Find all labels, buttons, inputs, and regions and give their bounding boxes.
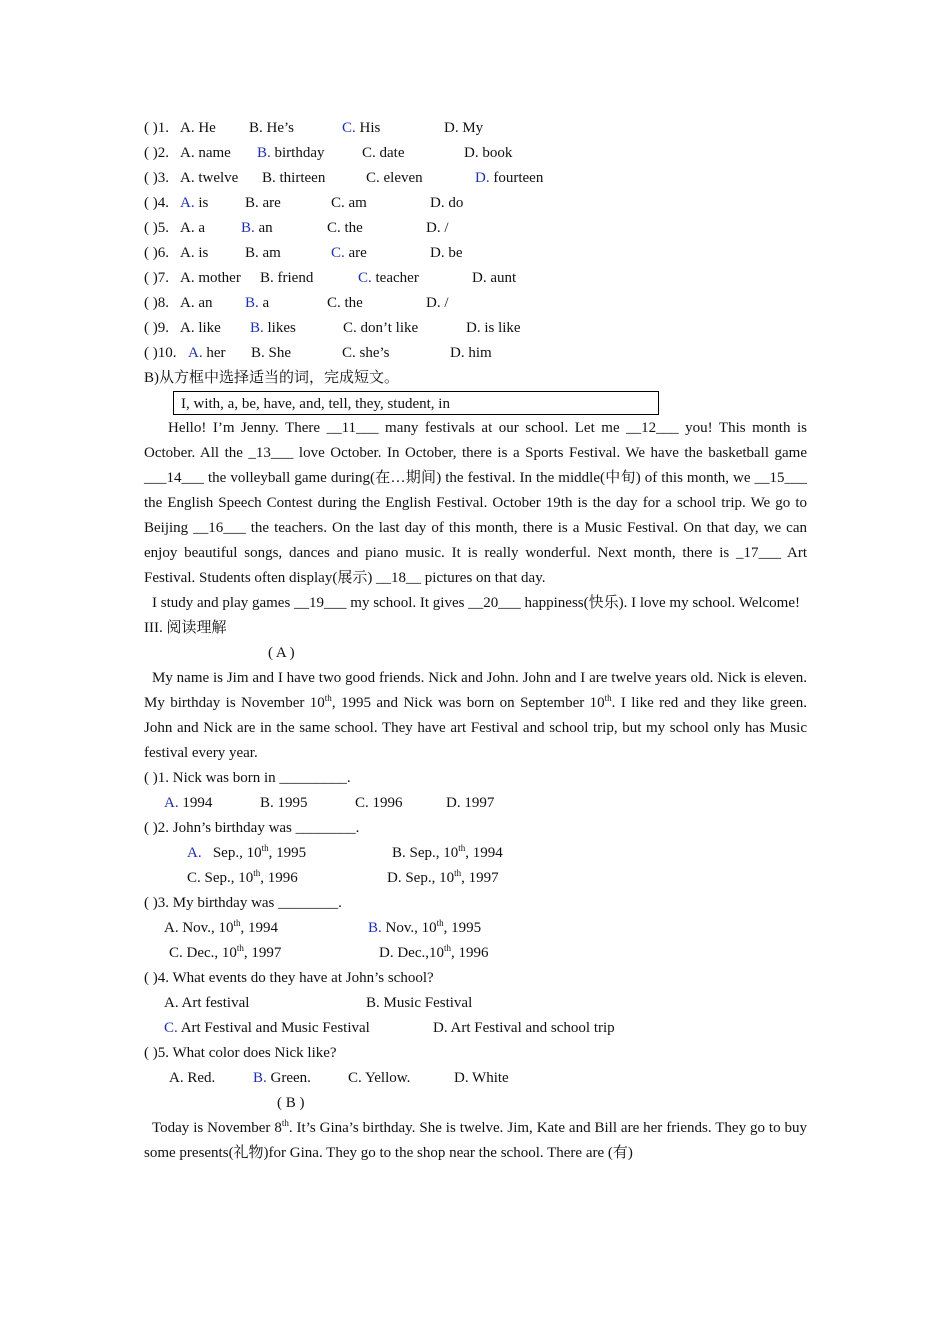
- part-a-question-4: [144, 191, 807, 216]
- option-d: [426, 291, 449, 316]
- sup-th: th: [233, 918, 241, 928]
- cloze-passage-2: I study and play games __19___ my school. It gives __20___ happiness(快乐). I love my school. Welcome!: [152, 595, 800, 611]
- option-letter: D.: [426, 220, 441, 236]
- option-letter: B.: [262, 170, 276, 186]
- option-letter: B.: [257, 145, 271, 161]
- option-text: aunt: [486, 270, 517, 286]
- sup-th: th: [604, 693, 612, 703]
- part-a-questions: [144, 116, 807, 366]
- option-letter: B.: [241, 220, 255, 236]
- passage-b: [144, 1116, 807, 1166]
- sup-th: th: [436, 918, 444, 928]
- option-text: am: [258, 245, 281, 261]
- question-2: ( )2. John’s birthday was ________.: [144, 820, 360, 836]
- option-letter: A.: [180, 220, 195, 236]
- option-b: [245, 191, 281, 216]
- q4-answer-letter: C.: [164, 1020, 178, 1036]
- sup-th: th: [253, 868, 261, 878]
- q5-option-b: [253, 1066, 311, 1091]
- sup-th: th: [236, 943, 244, 953]
- q2-option-a-text: Sep., 10: [212, 845, 262, 861]
- q2-option-a: [187, 841, 306, 866]
- option-letter: C.: [327, 295, 341, 311]
- option-text: a: [194, 220, 206, 236]
- option-letter: C.: [331, 195, 345, 211]
- option-letter: C.: [362, 145, 376, 161]
- option-text: book: [478, 145, 513, 161]
- q2-option-d: [387, 866, 499, 891]
- q5-option-b-text: Green.: [266, 1070, 311, 1086]
- option-b: [245, 291, 269, 316]
- option-c: [331, 191, 367, 216]
- question-number: ( )6.: [144, 245, 169, 261]
- option-letter: A.: [180, 295, 195, 311]
- question-number: ( )1.: [144, 120, 169, 136]
- q2-option-d-text: D. Sep., 10: [387, 870, 455, 886]
- option-letter: B.: [250, 320, 264, 336]
- option-text: don’t like: [356, 320, 419, 336]
- option-d: [444, 116, 483, 141]
- sup-th: th: [281, 1118, 289, 1128]
- q3-option-c-tail: , 1997: [243, 945, 282, 961]
- option-text: is like: [480, 320, 521, 336]
- q2-option-a-tail: , 1995: [268, 845, 307, 861]
- sup-th: th: [324, 693, 332, 703]
- passage-a-part1: My name is Jim and I have two good friends. Nick and John. John and I are twelve years old. Nick is eleven. My birthday is November 10: [144, 670, 807, 711]
- q1-option-a-text: 1994: [178, 795, 213, 811]
- section-a-title-row: [144, 641, 807, 666]
- q3-option-b-tail: , 1995: [443, 920, 482, 936]
- option-text: birthday: [270, 145, 325, 161]
- question-number: ( )7.: [144, 270, 169, 286]
- option-text: friend: [273, 270, 314, 286]
- option-text: like: [194, 320, 221, 336]
- option-letter: D.: [444, 120, 459, 136]
- option-b: [260, 266, 313, 291]
- option-letter: D.: [466, 320, 481, 336]
- option-letter: C.: [343, 320, 357, 336]
- option-b: [251, 341, 291, 366]
- part-a-question-10: [144, 341, 807, 366]
- option-d: [450, 341, 492, 366]
- option-c: [358, 266, 419, 291]
- option-text: be: [444, 245, 463, 261]
- option-letter: A.: [180, 120, 195, 136]
- option-text: are: [258, 195, 281, 211]
- option-d: [475, 166, 543, 191]
- reading-heading: III. 阅读理解: [144, 620, 227, 636]
- section-b-title: ( B ): [277, 1095, 305, 1111]
- option-text: the: [340, 220, 363, 236]
- question-number: ( )9.: [144, 320, 169, 336]
- option-c: [362, 141, 405, 166]
- option-c: [327, 291, 363, 316]
- passage-a-part2: , 1995 and Nick was born on September 10: [331, 695, 605, 711]
- q1-option-c: C. 1996: [355, 795, 403, 811]
- option-letter: D.: [475, 170, 490, 186]
- question-3-options-ab: [144, 916, 807, 941]
- q3-option-a-text: A. Nov., 10: [164, 920, 234, 936]
- part-a-question-1: [144, 116, 807, 141]
- question-number: ( )8.: [144, 295, 169, 311]
- option-c: [366, 166, 423, 191]
- option-a: [180, 241, 208, 266]
- option-letter: A.: [180, 145, 195, 161]
- option-a: [180, 166, 238, 191]
- option-letter: D.: [430, 195, 445, 211]
- q4-option-d: D. Art Festival and school trip: [433, 1020, 615, 1036]
- part-a-question-8: [144, 291, 807, 316]
- option-a: [180, 191, 208, 216]
- option-letter: C.: [331, 245, 345, 261]
- q1-option-a: [164, 791, 212, 816]
- q1-option-d: D. 1997: [446, 795, 495, 811]
- option-text: thirteen: [275, 170, 326, 186]
- option-text: a: [258, 295, 270, 311]
- option-letter: B.: [249, 120, 263, 136]
- q2-option-b: [392, 841, 503, 866]
- option-text: is: [194, 245, 209, 261]
- option-c: [331, 241, 367, 266]
- option-text: likes: [263, 320, 296, 336]
- question-number: ( )2.: [144, 145, 169, 161]
- option-text: name: [194, 145, 231, 161]
- option-text: do: [444, 195, 464, 211]
- section-a-title: ( A ): [268, 645, 295, 661]
- option-d: [430, 241, 463, 266]
- option-letter: A.: [180, 270, 195, 286]
- option-text: fourteen: [489, 170, 544, 186]
- option-c: [343, 316, 418, 341]
- option-text: His: [355, 120, 381, 136]
- q2-answer-letter: A.: [187, 845, 202, 861]
- worksheet-page: [144, 116, 807, 1166]
- q4-option-b: B. Music Festival: [366, 995, 473, 1011]
- option-a: [180, 316, 221, 341]
- option-letter: D.: [450, 345, 465, 361]
- option-a: [188, 341, 226, 366]
- option-d: [466, 316, 521, 341]
- option-b: [257, 141, 325, 166]
- option-text: are: [344, 245, 367, 261]
- option-letter: C.: [342, 345, 356, 361]
- question-5: ( )5. What color does Nick like?: [144, 1045, 337, 1061]
- word-box: I, with, a, be, have, and, tell, they, student, in: [173, 391, 659, 415]
- q4-option-c: [164, 1016, 370, 1041]
- q3-option-a-tail: , 1994: [240, 920, 278, 936]
- option-text: an: [254, 220, 273, 236]
- option-b: [250, 316, 296, 341]
- question-number: ( )5.: [144, 220, 169, 236]
- part-a-question-7: [144, 266, 807, 291]
- q3-option-a: [164, 916, 278, 941]
- sup-th: th: [261, 843, 269, 853]
- question-number: ( )10.: [144, 345, 177, 361]
- q3-answer-letter: B.: [368, 920, 382, 936]
- option-text: mother: [194, 270, 241, 286]
- q5-option-c: C. Yellow.: [348, 1070, 411, 1086]
- option-letter: A.: [180, 320, 195, 336]
- option-text: He: [194, 120, 216, 136]
- option-text: an: [194, 295, 213, 311]
- q2-option-c: [187, 866, 298, 891]
- word-box-row: [144, 391, 807, 416]
- option-text: she’s: [355, 345, 390, 361]
- option-text: am: [344, 195, 367, 211]
- option-c: [342, 341, 390, 366]
- question-4: ( )4. What events do they have at John’s school?: [144, 970, 434, 986]
- option-letter: D.: [464, 145, 479, 161]
- option-d: [472, 266, 516, 291]
- q1-answer-letter: A.: [164, 795, 179, 811]
- option-text: her: [202, 345, 226, 361]
- q2-option-c-tail: , 1996: [260, 870, 298, 886]
- option-text: the: [340, 295, 363, 311]
- question-2-options-cd: [144, 866, 807, 891]
- option-text: /: [440, 295, 449, 311]
- option-text: He’s: [262, 120, 295, 136]
- option-d: [464, 141, 512, 166]
- question-2-options-ab: [144, 841, 807, 866]
- passage-a-part3: . I like red and they like green. John and Nick are in the same school. They have art Festival and school trip, but my school only has Music festival every year.: [144, 695, 807, 761]
- question-5-options: [144, 1066, 807, 1091]
- option-letter: C.: [366, 170, 380, 186]
- option-letter: D.: [472, 270, 487, 286]
- option-letter: B.: [251, 345, 265, 361]
- option-letter: A.: [188, 345, 203, 361]
- q3-option-d-tail: , 1996: [451, 945, 489, 961]
- passage-b-part1: Today is November 8: [152, 1120, 282, 1136]
- option-text: him: [464, 345, 492, 361]
- option-text: She: [264, 345, 292, 361]
- option-b: [262, 166, 325, 191]
- option-letter: B.: [260, 270, 274, 286]
- option-text: My: [458, 120, 484, 136]
- question-number: ( )4.: [144, 195, 169, 211]
- option-letter: B.: [245, 195, 259, 211]
- option-b: [245, 241, 281, 266]
- part-b-heading: B)从方框中选择适当的词，完成短文。: [144, 370, 400, 386]
- option-text: /: [440, 220, 449, 236]
- option-a: [180, 141, 231, 166]
- option-letter: C.: [358, 270, 372, 286]
- q3-option-d-text: D. Dec.,10: [379, 945, 444, 961]
- part-a-question-6: [144, 241, 807, 266]
- option-letter: A.: [180, 170, 195, 186]
- q2-option-b-tail: , 1994: [465, 845, 503, 861]
- question-1-options: [144, 791, 807, 816]
- question-1: ( )1. Nick was born in _________.: [144, 770, 351, 786]
- q3-option-c: [169, 941, 281, 966]
- q5-option-a: A. Red.: [169, 1070, 216, 1086]
- question-3: ( )3. My birthday was ________.: [144, 895, 342, 911]
- option-c: [342, 116, 380, 141]
- option-text: eleven: [379, 170, 423, 186]
- option-text: teacher: [371, 270, 419, 286]
- option-letter: C.: [342, 120, 356, 136]
- q3-option-b-text: Nov., 10: [381, 920, 437, 936]
- option-a: [180, 291, 213, 316]
- sup-th: th: [458, 843, 466, 853]
- q4-option-a: A. Art festival: [164, 995, 250, 1011]
- option-c: [327, 216, 363, 241]
- q5-answer-letter: B.: [253, 1070, 267, 1086]
- option-a: [180, 216, 205, 241]
- option-letter: C.: [327, 220, 341, 236]
- option-d: [430, 191, 463, 216]
- cloze-passage-1: Hello! I’m Jenny. There __11___ many festivals at our school. Let me __12___ you! This month is October. All the _13___ love October. In October, there is a Sports Festival. We have the basketball game ___14___ the volleyball game during(在…期间) the festival. In the middle(中旬) of this month, we __15___ the English Speech Contest during the English Festival. October 19th is the day for a school trip. We go to Beijing __16___ the teachers. On the last day of this month, there is a Music Festival. On that day, we can enjoy beautiful songs, dances and piano music. It is really wonderful. Next month, there is _17___ Art Festival. Students often display(展示) __18__ pictures on that day.: [144, 420, 807, 586]
- option-text: date: [375, 145, 405, 161]
- passage-a: [144, 666, 807, 766]
- option-letter: D.: [430, 245, 445, 261]
- part-a-question-5: [144, 216, 807, 241]
- option-a: [180, 116, 216, 141]
- question-3-options-cd: [144, 941, 807, 966]
- part-a-question-3: [144, 166, 807, 191]
- question-4-options-ab: [144, 991, 807, 1016]
- option-d: [426, 216, 449, 241]
- option-text: twelve: [194, 170, 239, 186]
- q2-option-b-text: B. Sep., 10: [392, 845, 459, 861]
- option-letter: B.: [245, 295, 259, 311]
- option-letter: A.: [180, 195, 195, 211]
- q3-option-c-text: C. Dec., 10: [169, 945, 237, 961]
- passage-b-part2: . It’s Gina’s birthday. She is twelve. Jim, Kate and Bill are her friends. They go to buy some presents(礼物)for Gina. They go to the shop near the school. There are (有): [144, 1120, 807, 1161]
- q1-option-b: B. 1995: [260, 795, 308, 811]
- q3-option-d: [379, 941, 489, 966]
- option-text: is: [194, 195, 209, 211]
- question-4-options-cd: [144, 1016, 807, 1041]
- option-letter: A.: [180, 245, 195, 261]
- q3-option-b: [368, 916, 481, 941]
- q2-option-d-tail: , 1997: [461, 870, 499, 886]
- question-number: ( )3.: [144, 170, 169, 186]
- option-a: [180, 266, 241, 291]
- sup-th: th: [443, 943, 451, 953]
- part-a-question-2: [144, 141, 807, 166]
- q4-option-c-text: Art Festival and Music Festival: [177, 1020, 370, 1036]
- option-b: [249, 116, 294, 141]
- q5-option-d: D. White: [454, 1070, 509, 1086]
- section-b-title-row: [144, 1091, 807, 1116]
- option-letter: D.: [426, 295, 441, 311]
- sup-th: th: [454, 868, 462, 878]
- part-a-question-9: [144, 316, 807, 341]
- option-letter: B.: [245, 245, 259, 261]
- q2-option-c-text: C. Sep., 10: [187, 870, 254, 886]
- option-b: [241, 216, 273, 241]
